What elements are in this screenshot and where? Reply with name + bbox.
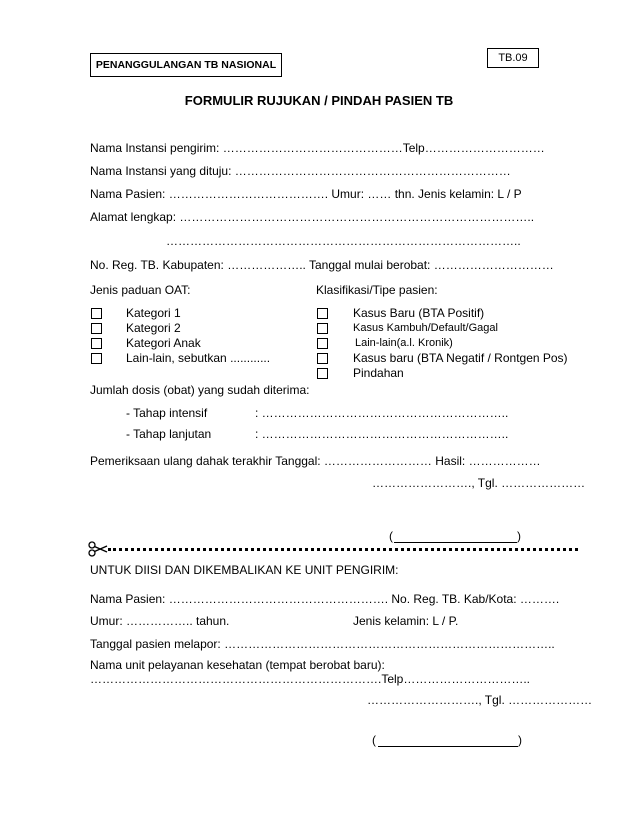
oat-checkbox-3[interactable] [91,338,102,349]
oat-checkbox-4[interactable] [91,353,102,364]
cut-line [108,548,578,551]
regno-field: No. Reg. TB. Kabupaten: ……………….. Tanggal mulai berobat: ………………………… [90,258,554,272]
klasifikasi-checkbox-5[interactable] [317,368,328,379]
return-unit-field: ……………………………………………………………….Telp………………………….. [90,672,531,686]
signature-paren-close: ) [518,733,522,747]
klasifikasi-option-label: Kasus Baru (BTA Positif) [353,306,485,320]
oat-checkbox-1[interactable] [91,308,102,319]
signature-paren-open: ( [372,733,376,747]
receiver-field: Nama Instansi yang dituju: …………………………………………………………… [90,164,511,178]
klasifikasi-label: Klasifikasi/Tipe pasien: [316,283,438,297]
agency-box: PENANGGULANGAN TB NASIONAL [90,53,282,77]
address-field-line2: …………………………………………………………………………….. [166,234,521,248]
klasifikasi-option-label: Kasus baru (BTA Negatif / Rontgen Pos) [353,351,568,365]
date-line-1: ……………………., Tgl. ………………… [372,476,586,490]
patient-field: Nama Pasien: …………………………………. Umur: …… thn. Jenis kelamin: L / P [90,187,522,201]
tahap-intensif-field: : …………………………………………………….. [255,406,509,420]
return-sex-field: Jenis kelamin: L / P. [353,614,459,628]
form-code-box: TB.09 [487,48,539,68]
return-unit-label: Nama unit pelayanan kesehatan (tempat berobat baru): [90,658,385,672]
oat-checkbox-2[interactable] [91,323,102,334]
oat-option-label: Kategori Anak [126,336,201,350]
form-title: FORMULIR RUJUKAN / PINDAH PASIEN TB [184,93,454,108]
signature-paren-close: ) [517,529,521,543]
dosis-label: Jumlah dosis (obat) yang sudah diterima: [90,383,310,397]
return-date-field: Tanggal pasien melapor: ……………………………………………………………………….. [90,637,555,651]
signature-line-2 [378,746,518,747]
klasifikasi-option-label: Pindahan [353,366,404,380]
return-heading: UNTUK DIISI DAN DIKEMBALIKAN KE UNIT PENGIRIM: [90,563,399,577]
return-patient-field: Nama Pasien: ………………………………………………. No. Reg. TB. Kab/Kota: ………. [90,592,560,606]
signature-paren-open: ( [389,529,393,543]
klasifikasi-checkbox-3[interactable] [317,338,328,349]
scissors-icon [88,541,108,557]
pemeriksaan-field: Pemeriksaan ulang dahak terakhir Tanggal: ……………………… Hasil: ……………… [90,454,541,468]
oat-option-label: Kategori 2 [126,321,181,335]
date-line-2: ………………………., Tgl. ………………… [367,693,593,707]
oat-option-label: Lain-lain, sebutkan ............ [126,351,271,365]
klasifikasi-checkbox-2[interactable] [317,323,328,334]
return-age-field: Umur: …………….. tahun. [90,614,230,628]
klasifikasi-checkbox-1[interactable] [317,308,328,319]
klasifikasi-option-label: Kasus Kambuh/Default/Gagal [353,322,498,334]
oat-option-label: Kategori 1 [126,306,181,320]
tahap-lanjutan-label: - Tahap lanjutan [126,427,212,441]
address-field: Alamat lengkap: …………………………………………………………………………….. [90,210,535,224]
tahap-lanjutan-field: : …………………………………………………….. [255,427,509,441]
sender-field: Nama Instansi pengirim: ………………………………………Telp………………………… [90,141,545,155]
signature-line-1 [394,542,517,543]
tahap-intensif-label: - Tahap intensif [126,406,208,420]
klasifikasi-checkbox-4[interactable] [317,353,328,364]
oat-label: Jenis paduan OAT: [90,283,191,297]
klasifikasi-option-label: Lain-lain(a.l. Kronik) [355,337,453,349]
